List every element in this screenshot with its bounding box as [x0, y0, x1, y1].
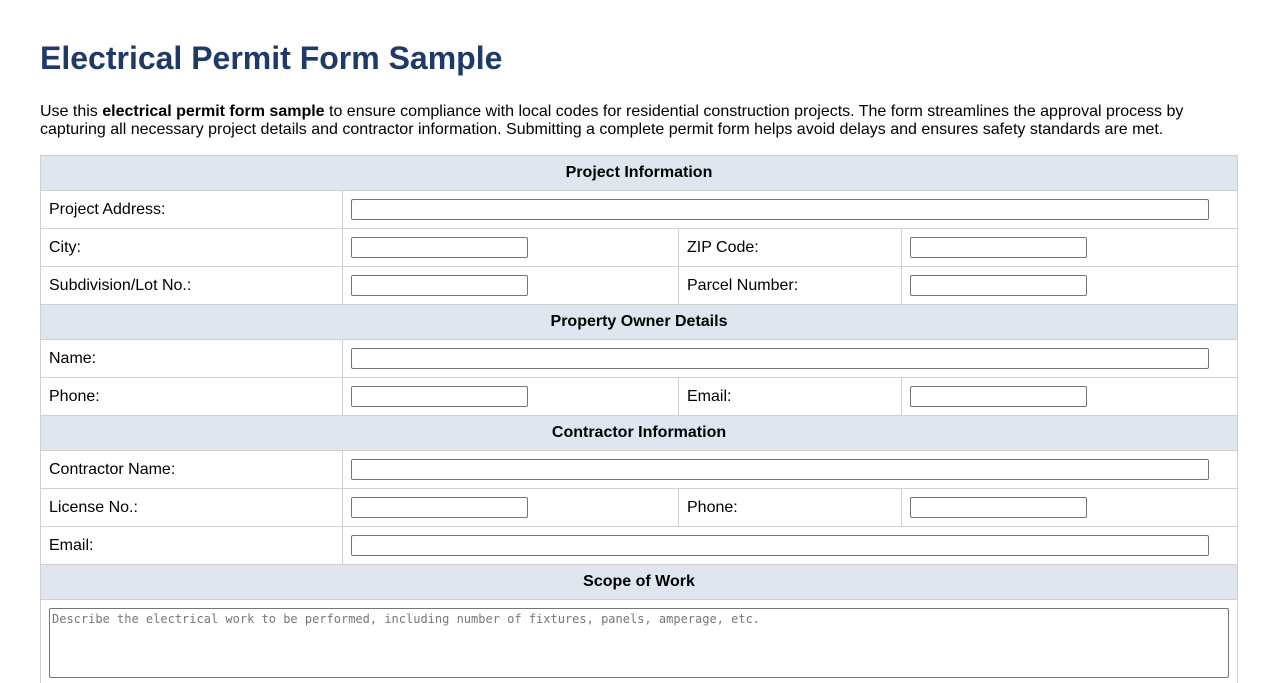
field-cell — [902, 378, 1238, 416]
section-property-owner — [41, 305, 1238, 340]
contractor-email-input[interactable] — [351, 535, 1209, 556]
field-cell — [902, 229, 1238, 267]
license-number-input[interactable] — [351, 497, 528, 518]
page-title: Electrical Permit Form Sample — [40, 0, 1238, 77]
field-label: Email: — [41, 527, 343, 565]
field-label: City: — [41, 229, 343, 267]
zip-code-input[interactable] — [910, 237, 1087, 258]
row-owner-phone-email — [41, 378, 1238, 416]
section-project-information — [41, 156, 1238, 191]
section-scope-of-work — [41, 565, 1238, 600]
field-label: Phone: — [41, 378, 343, 416]
field-label: Parcel Number: — [679, 267, 902, 305]
field-label: Project Address: — [41, 191, 343, 229]
project-address-input[interactable] — [351, 199, 1209, 220]
field-label: Phone: — [679, 489, 902, 527]
scope-of-work-textarea[interactable] — [49, 608, 1229, 678]
owner-name-input[interactable] — [351, 348, 1209, 369]
section-heading: Contractor Information — [41, 416, 1238, 451]
contractor-name-input[interactable] — [351, 459, 1209, 480]
row-owner-name — [41, 340, 1238, 378]
owner-email-input[interactable] — [910, 386, 1087, 407]
intro-paragraph — [40, 103, 1220, 139]
field-label: ZIP Code: — [679, 229, 902, 267]
city-input[interactable] — [351, 237, 528, 258]
field-cell — [343, 229, 679, 267]
field-label: Email: — [679, 378, 902, 416]
subdivision-lot-input[interactable] — [351, 275, 528, 296]
field-cell — [902, 267, 1238, 305]
owner-phone-input[interactable] — [351, 386, 528, 407]
section-heading: Property Owner Details — [41, 305, 1238, 340]
field-cell — [343, 378, 679, 416]
field-cell — [343, 267, 679, 305]
field-label: Name: — [41, 340, 343, 378]
row-contractor-email — [41, 527, 1238, 565]
row-scope-of-work — [41, 600, 1238, 683]
field-cell — [41, 600, 1238, 683]
field-label: Subdivision/Lot No.: — [41, 267, 343, 305]
field-cell — [343, 451, 1238, 489]
field-cell — [343, 191, 1238, 229]
field-label: License No.: — [41, 489, 343, 527]
intro-bold: electrical permit form sample — [102, 103, 324, 120]
section-contractor-information — [41, 416, 1238, 451]
permit-form-table — [40, 155, 1238, 683]
field-cell — [343, 527, 1238, 565]
row-city-zip — [41, 229, 1238, 267]
field-label: Contractor Name: — [41, 451, 343, 489]
row-license-phone — [41, 489, 1238, 527]
contractor-phone-input[interactable] — [910, 497, 1087, 518]
row-project-address — [41, 191, 1238, 229]
field-cell — [343, 489, 679, 527]
section-heading: Scope of Work — [41, 565, 1238, 600]
section-heading: Project Information — [41, 156, 1238, 191]
row-subdivision-parcel — [41, 267, 1238, 305]
parcel-number-input[interactable] — [910, 275, 1087, 296]
field-cell — [343, 340, 1238, 378]
intro-prefix: Use this — [40, 103, 102, 120]
row-contractor-name — [41, 451, 1238, 489]
field-cell — [902, 489, 1238, 527]
intro-suffix: to ensure compliance with local codes for residential construction projects. The form streamlines the approval process by capturing all necessary project details and contractor information. Submitting a complete permit form helps avoid delays and ensures safety standards are met. — [40, 103, 1183, 138]
